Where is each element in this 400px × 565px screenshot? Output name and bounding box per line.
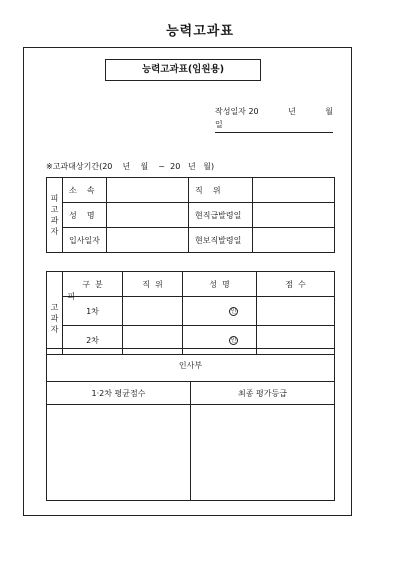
dept-label: 소 속 [63, 178, 107, 203]
first-round-position[interactable] [123, 297, 183, 326]
hr-table [46, 348, 335, 501]
dept-value[interactable] [107, 178, 189, 203]
current-post-date-value[interactable] [253, 228, 335, 253]
name-label: 성 명 [63, 203, 107, 228]
seal-icon: 인 [230, 308, 237, 315]
hire-date-value[interactable] [107, 228, 189, 253]
first-round-name[interactable] [183, 297, 257, 326]
header-score: 점 수 [257, 272, 335, 297]
form-title: 능력고과표(임원용) [105, 59, 261, 81]
final-grade-header: 최종 평가등급 [191, 382, 335, 405]
header-category: 구 분 [63, 272, 123, 297]
evaluator-score-table [46, 271, 335, 355]
hire-date-label: 입사일자 [63, 228, 107, 253]
evaluee-side-header-text: 피 고 과 자 [50, 194, 59, 236]
score-side-header-text: 피 고 과 자 [50, 292, 76, 334]
table-row [47, 297, 335, 326]
form-frame [23, 47, 352, 516]
written-date-block [215, 105, 333, 133]
first-round-score[interactable] [257, 297, 335, 326]
current-rank-date-value[interactable] [253, 203, 335, 228]
written-date-year: 년 [288, 107, 296, 116]
written-date-label: 작성일자 20 [215, 107, 259, 116]
position-value[interactable] [253, 178, 335, 203]
name-value[interactable] [107, 203, 189, 228]
header-name: 성 명 [183, 272, 257, 297]
position-label: 직 위 [189, 178, 253, 203]
average-score-header: 1·2차 평균점수 [47, 382, 191, 405]
seal-icon: 인 [230, 337, 237, 344]
average-score-value[interactable] [47, 405, 191, 501]
header-position: 직 위 [123, 272, 183, 297]
page-title: 능력고과표 [166, 24, 234, 39]
final-grade-value[interactable] [191, 405, 335, 501]
evaluation-period: ※고과대상기간(20 년 월 ~ 20 년 월) [46, 162, 215, 171]
evaluee-info-table [46, 177, 335, 253]
written-date-day: 일 [215, 120, 223, 129]
second-round-label: 2차 [63, 326, 123, 355]
current-rank-date-label: 현직급발령일 [189, 203, 253, 228]
first-round-label: 1차 [63, 297, 123, 326]
score-side-header [47, 272, 76, 355]
written-date-month: 월 [325, 107, 334, 116]
current-post-date-label: 현보직발령일 [189, 228, 253, 253]
hr-title: 인사부 [47, 349, 335, 382]
evaluee-side-header [47, 178, 63, 253]
